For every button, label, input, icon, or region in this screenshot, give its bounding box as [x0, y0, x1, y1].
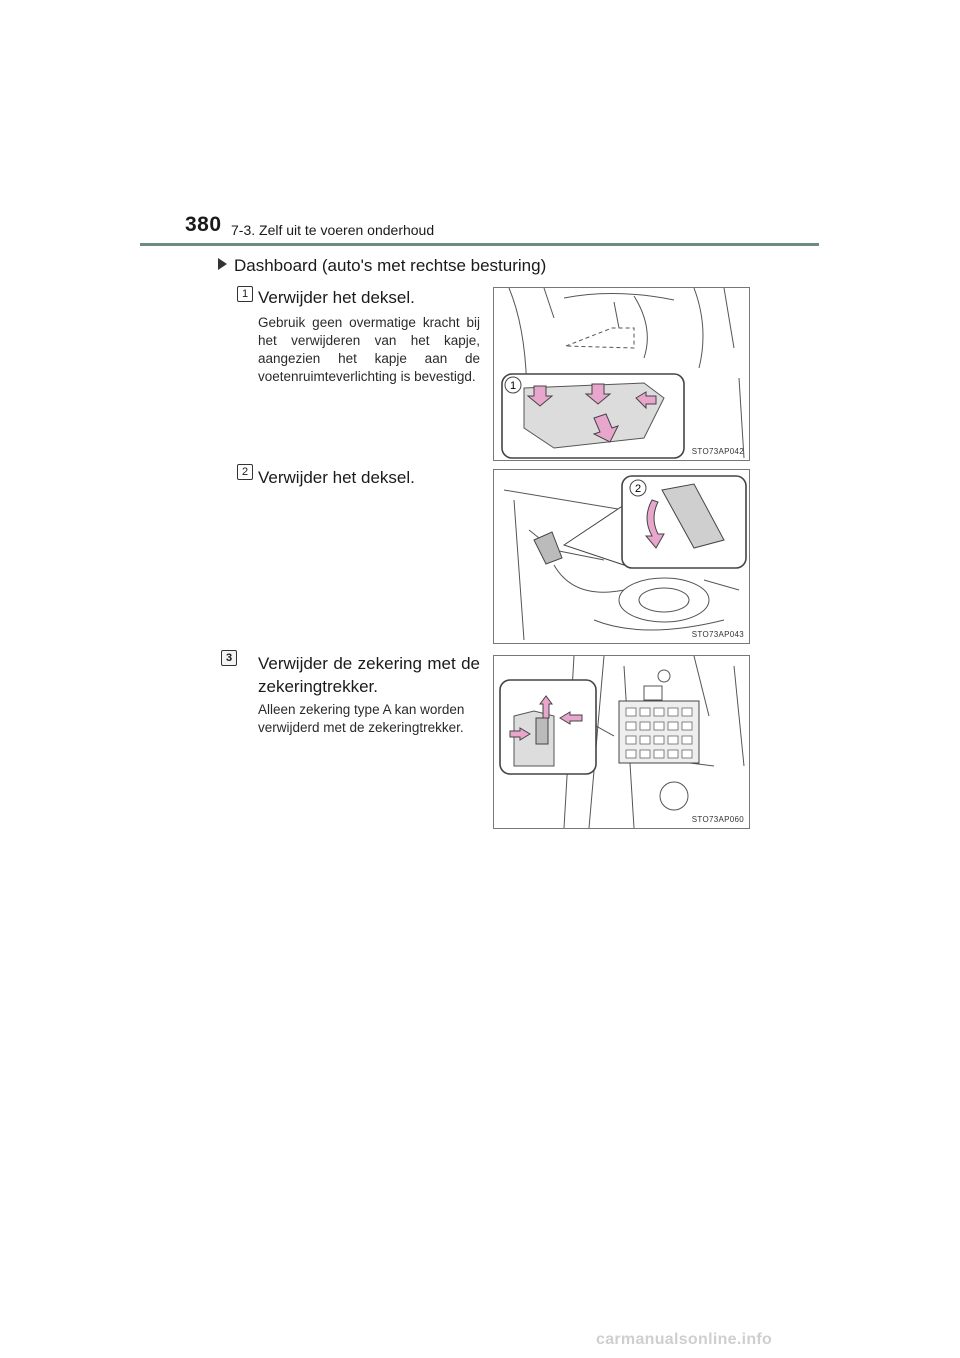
- fuse-box-illustration: [494, 656, 749, 828]
- step-2-title: Verwijder het deksel.: [258, 468, 415, 487]
- watermark: carmanualsonline.info: [596, 1331, 773, 1348]
- step-1-marker: 1: [237, 286, 253, 302]
- step-2-marker: 2: [237, 464, 253, 480]
- step-2-figure: [493, 469, 750, 644]
- section-heading: [218, 256, 546, 276]
- header-rule: [140, 243, 819, 246]
- step-1-figure-code: STO73AP042: [691, 447, 744, 456]
- step-1-note: Gebruik geen overmatige kracht bij het verwijderen van het kapje, aangezien het kapje aan de voetenruimteverlichting is bevestigd.: [258, 315, 480, 384]
- step-3-note: Alleen zekering type A kan worden verwijderd met de zekeringtrekker.: [258, 702, 465, 735]
- step-1-figure: [493, 287, 750, 461]
- step-3-marker: 3: [221, 650, 237, 666]
- dashboard-cover-illustration: [494, 288, 749, 460]
- section-heading-text: Dashboard (auto's met rechtse besturing): [234, 256, 547, 275]
- triangle-bullet-icon: [218, 258, 227, 270]
- step-3-title: Verwijder de zekering met de zekeringtrekker.: [258, 654, 480, 696]
- step-2-figure-callout: 2: [634, 483, 642, 495]
- section-title: 7-3. Zelf uit te voeren onderhoud: [231, 222, 435, 238]
- step-3-figure: [493, 655, 750, 829]
- step-1-figure-callout: 1: [509, 380, 517, 392]
- step-1-title: Verwijder het deksel.: [258, 288, 415, 307]
- step-3-figure-code: STO73AP060: [691, 815, 744, 824]
- step-2-figure-code: STO73AP043: [691, 630, 744, 639]
- page-number: 380: [185, 213, 222, 236]
- dashboard-lower-cover-illustration: [494, 470, 749, 643]
